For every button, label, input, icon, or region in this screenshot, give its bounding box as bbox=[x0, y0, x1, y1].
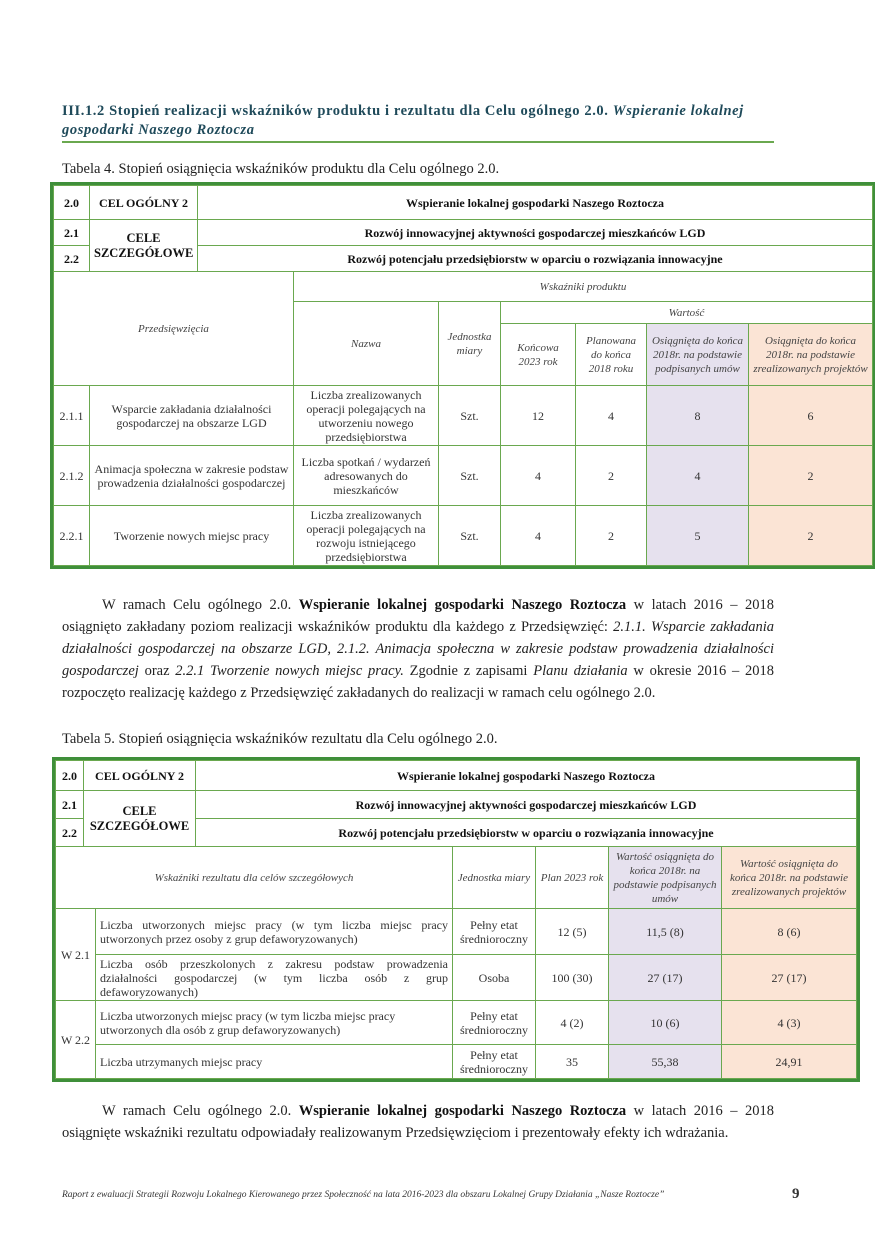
t5-row-label: Liczba utworzonych miejsc pracy (w tym liczba miejsc pracy utworzonych przez osoby z grup defaworyzowanych) bbox=[96, 909, 453, 955]
para1-text-5: w okresie 2016 – 2018 rozpoczęto realizację każdego z Przedsięwzięć zakładanych do realizacji w ramach celu ogólnego 2.0. bbox=[62, 663, 775, 701]
t4-row-umow: 5 bbox=[647, 506, 749, 566]
t5-row-label: Liczba utrzymanych miejsc pracy bbox=[96, 1045, 453, 1079]
t5-row-umow: 55,38 bbox=[609, 1045, 722, 1079]
t4-row-code: 2.2.1 bbox=[54, 506, 90, 566]
t4-row-planowana: 2 bbox=[576, 506, 647, 566]
heading-rule bbox=[62, 141, 774, 143]
section-heading bbox=[62, 102, 774, 140]
table-row bbox=[54, 446, 873, 506]
t5-row-proj: 27 (17) bbox=[722, 955, 857, 1001]
t5-row-jednostka: Pełny etat średnioroczny bbox=[453, 909, 536, 955]
t5-row-plan: 4 (2) bbox=[536, 1001, 609, 1045]
t4-row-nazwa: Liczba zrealizowanych operacji polegających na utworzeniu nowego przedsiębiorstwa bbox=[294, 386, 439, 446]
t4-hdr-osiag-proj: Osiągnięta do końca 2018r. na podstawie zrealizowanych projektów bbox=[749, 324, 873, 386]
t5-row-proj: 4 (3) bbox=[722, 1001, 857, 1045]
t5-row-proj: 8 (6) bbox=[722, 909, 857, 955]
t4-row-przedsiewziecie: Tworzenie nowych miejsc pracy bbox=[90, 506, 294, 566]
t5-hdr-wskazniki: Wskaźniki rezultatu dla celów szczegółowych bbox=[56, 847, 453, 909]
heading-italic-text: Wspieranie lokalnej gospodarki Naszego Roztocza bbox=[62, 103, 744, 138]
table4 bbox=[53, 185, 873, 566]
t5-row-plan: 35 bbox=[536, 1045, 609, 1079]
t5-row-umow: 10 (6) bbox=[609, 1001, 722, 1045]
heading-number: III.1.2 bbox=[62, 103, 105, 119]
table-row bbox=[56, 955, 857, 1001]
t4-row-proj: 2 bbox=[749, 506, 873, 566]
table-row bbox=[54, 506, 873, 566]
t4-hdr-wskazniki: Wskaźniki produktu bbox=[294, 272, 873, 302]
table-row bbox=[56, 1045, 857, 1079]
t4-hdr-jednostka: Jednostka miary bbox=[439, 302, 501, 386]
t5-row-jednostka: Pełny etat średnioroczny bbox=[453, 1001, 536, 1045]
t4-row-koncowa: 12 bbox=[501, 386, 576, 446]
t5-hdr-jednostka: Jednostka miary bbox=[453, 847, 536, 909]
para1-italic-1: 2.1.1. Wsparcie zakładania działalności gospodarczej na obszarze LGD, 2.1.2. Animacja społeczna w zakresie podstaw prowadzenia działalności gospodarczej bbox=[62, 619, 774, 679]
t4-hdr-wartosc: Wartość bbox=[501, 302, 873, 324]
t4-row-proj: 6 bbox=[749, 386, 873, 446]
t4-row-przedsiewziecie: Wsparcie zakładania działalności gospodarczej na obszarze LGD bbox=[90, 386, 294, 446]
paragraph-2 bbox=[62, 1100, 774, 1144]
t4-hdr-koncowa: Końcowa 2023 rok bbox=[501, 324, 576, 386]
t4-hdr-planowana: Planowana do końca 2018 roku bbox=[576, 324, 647, 386]
table5-caption: Tabela 5. Stopień osiągnięcia wskaźników rezultatu dla Celu ogólnego 2.0. bbox=[62, 731, 498, 747]
t5-sub-label: CELE SZCZEGÓŁOWE bbox=[84, 791, 196, 847]
para2-text-1: W ramach Celu ogólnego 2.0. bbox=[102, 1103, 292, 1119]
page-number: 9 bbox=[792, 1186, 800, 1202]
t4-goal-text: Wspieranie lokalnej gospodarki Naszego Roztocza bbox=[198, 186, 873, 220]
t5-group-w22: W 2.2 bbox=[56, 1001, 96, 1079]
t5-sub2-code: 2.2 bbox=[56, 819, 84, 847]
t5-goal-code: 2.0 bbox=[56, 761, 84, 791]
t5-goal-label: CEL OGÓLNY 2 bbox=[84, 761, 196, 791]
t5-row-label: Liczba osób przeszkolonych z zakresu podstaw prowadzenia działalności gospodarczej (w tym liczba osób z grup defaworyzowanych) bbox=[96, 955, 453, 1001]
t5-row-umow: 11,5 (8) bbox=[609, 909, 722, 955]
t4-hdr-nazwa: Nazwa bbox=[294, 302, 439, 386]
t4-row-koncowa: 4 bbox=[501, 446, 576, 506]
para2-bold-1: Wspieranie lokalnej gospodarki Naszego Roztocza bbox=[298, 1103, 627, 1119]
t4-row-code: 2.1.2 bbox=[54, 446, 90, 506]
para1-italic-2: 2.2.1 Tworzenie nowych miejsc pracy. bbox=[175, 663, 404, 679]
footer-text: Raport z ewaluacji Strategii Rozwoju Lokalnego Kierowanego przez Społeczność na lata 2016-2023 dla obszaru Lokalnej Grupy Działania „Nasze Roztocze” bbox=[62, 1190, 665, 1200]
t5-row-proj: 24,91 bbox=[722, 1045, 857, 1079]
t5-sub2-text: Rozwój potencjału przedsiębiorstw w oparciu o rozwiązania innowacyjne bbox=[196, 819, 857, 847]
t4-row-umow: 8 bbox=[647, 386, 749, 446]
para1-text-2: w latach 2016 – 2018 osiągnięto zakładany poziom realizacji wskaźników produktu dla każdego z Przedsięwzięć: bbox=[62, 597, 774, 635]
t4-row-nazwa: Liczba zrealizowanych operacji polegających na rozwoju istniejącego przedsiębiorstwa bbox=[294, 506, 439, 566]
t4-row-jednostka: Szt. bbox=[439, 506, 501, 566]
paragraph-1 bbox=[62, 594, 774, 704]
t4-row-proj: 2 bbox=[749, 446, 873, 506]
t4-hdr-osiag-umow: Osiągnięta do końca 2018r. na podstawie podpisanych umów bbox=[647, 324, 749, 386]
t5-hdr-proj: Wartość osiągnięta do końca 2018r. na podstawie zrealizowanych projektów bbox=[722, 847, 857, 909]
t4-goal-code: 2.0 bbox=[54, 186, 90, 220]
t5-group-w21: W 2.1 bbox=[56, 909, 96, 1001]
t4-sub2-code: 2.2 bbox=[54, 246, 90, 272]
t5-row-jednostka: Osoba bbox=[453, 955, 536, 1001]
t5-hdr-plan: Plan 2023 rok bbox=[536, 847, 609, 909]
table4-caption: Tabela 4. Stopień osiągnięcia wskaźników produktu dla Celu ogólnego 2.0. bbox=[62, 161, 500, 177]
t4-row-planowana: 2 bbox=[576, 446, 647, 506]
t5-row-jednostka: Pełny etat średnioroczny bbox=[453, 1045, 536, 1079]
t4-row-koncowa: 4 bbox=[501, 506, 576, 566]
t5-row-label: Liczba utworzonych miejsc pracy (w tym liczba miejsc pracy utworzonych dla osób z grup defaworyzowanych) bbox=[96, 1001, 453, 1045]
t4-row-code: 2.1.1 bbox=[54, 386, 90, 446]
t5-sub1-text: Rozwój innowacyjnej aktywności gospodarczej mieszkańców LGD bbox=[196, 791, 857, 819]
para2-text-2: w latach 2016 – 2018 osiągnięte wskaźniki rezultatu odpowiadały realizowanym Przedsięwzięciom i prezentowały efekty ich wdrażania. bbox=[62, 1103, 774, 1141]
t4-hdr-przedsiewziecia: Przedsięwzięcia bbox=[54, 272, 294, 386]
t4-sub-label: CELE SZCZEGÓŁOWE bbox=[90, 220, 198, 272]
para1-text-4: Zgodnie z zapisami bbox=[409, 663, 528, 679]
t4-row-nazwa: Liczba spotkań / wydarzeń adresowanych do mieszkańców bbox=[294, 446, 439, 506]
para1-bold-1: Wspieranie lokalnej gospodarki Naszego Roztocza bbox=[298, 597, 627, 613]
table5 bbox=[55, 760, 857, 1079]
para1-italic-3: Planu działania bbox=[533, 663, 628, 679]
t5-sub1-code: 2.1 bbox=[56, 791, 84, 819]
t4-goal-label: CEL OGÓLNY 2 bbox=[90, 186, 198, 220]
t4-row-jednostka: Szt. bbox=[439, 386, 501, 446]
t5-goal-text: Wspieranie lokalnej gospodarki Naszego Roztocza bbox=[196, 761, 857, 791]
t4-row-jednostka: Szt. bbox=[439, 446, 501, 506]
t5-row-plan: 100 (30) bbox=[536, 955, 609, 1001]
t4-row-planowana: 4 bbox=[576, 386, 647, 446]
t4-sub1-text: Rozwój innowacyjnej aktywności gospodarczej mieszkańców LGD bbox=[198, 220, 873, 246]
para1-text-3: oraz bbox=[144, 663, 170, 679]
t5-row-plan: 12 (5) bbox=[536, 909, 609, 955]
t4-sub1-code: 2.1 bbox=[54, 220, 90, 246]
t4-row-umow: 4 bbox=[647, 446, 749, 506]
table-row bbox=[56, 909, 857, 955]
table-row bbox=[54, 386, 873, 446]
t4-sub2-text: Rozwój potencjału przedsiębiorstw w oparciu o rozwiązania innowacyjne bbox=[198, 246, 873, 272]
table-row bbox=[56, 1001, 857, 1045]
para1-text-1: W ramach Celu ogólnego 2.0. bbox=[102, 597, 292, 613]
t4-row-przedsiewziecie: Animacja społeczna w zakresie podstaw prowadzenia działalności gospodarczej bbox=[90, 446, 294, 506]
t5-row-umow: 27 (17) bbox=[609, 955, 722, 1001]
t5-hdr-umow: Wartość osiągnięta do końca 2018r. na podstawie podpisanych umów bbox=[609, 847, 722, 909]
heading-bold-text: Stopień realizacji wskaźników produktu i rezultatu dla Celu ogólnego 2.0. bbox=[109, 103, 609, 119]
